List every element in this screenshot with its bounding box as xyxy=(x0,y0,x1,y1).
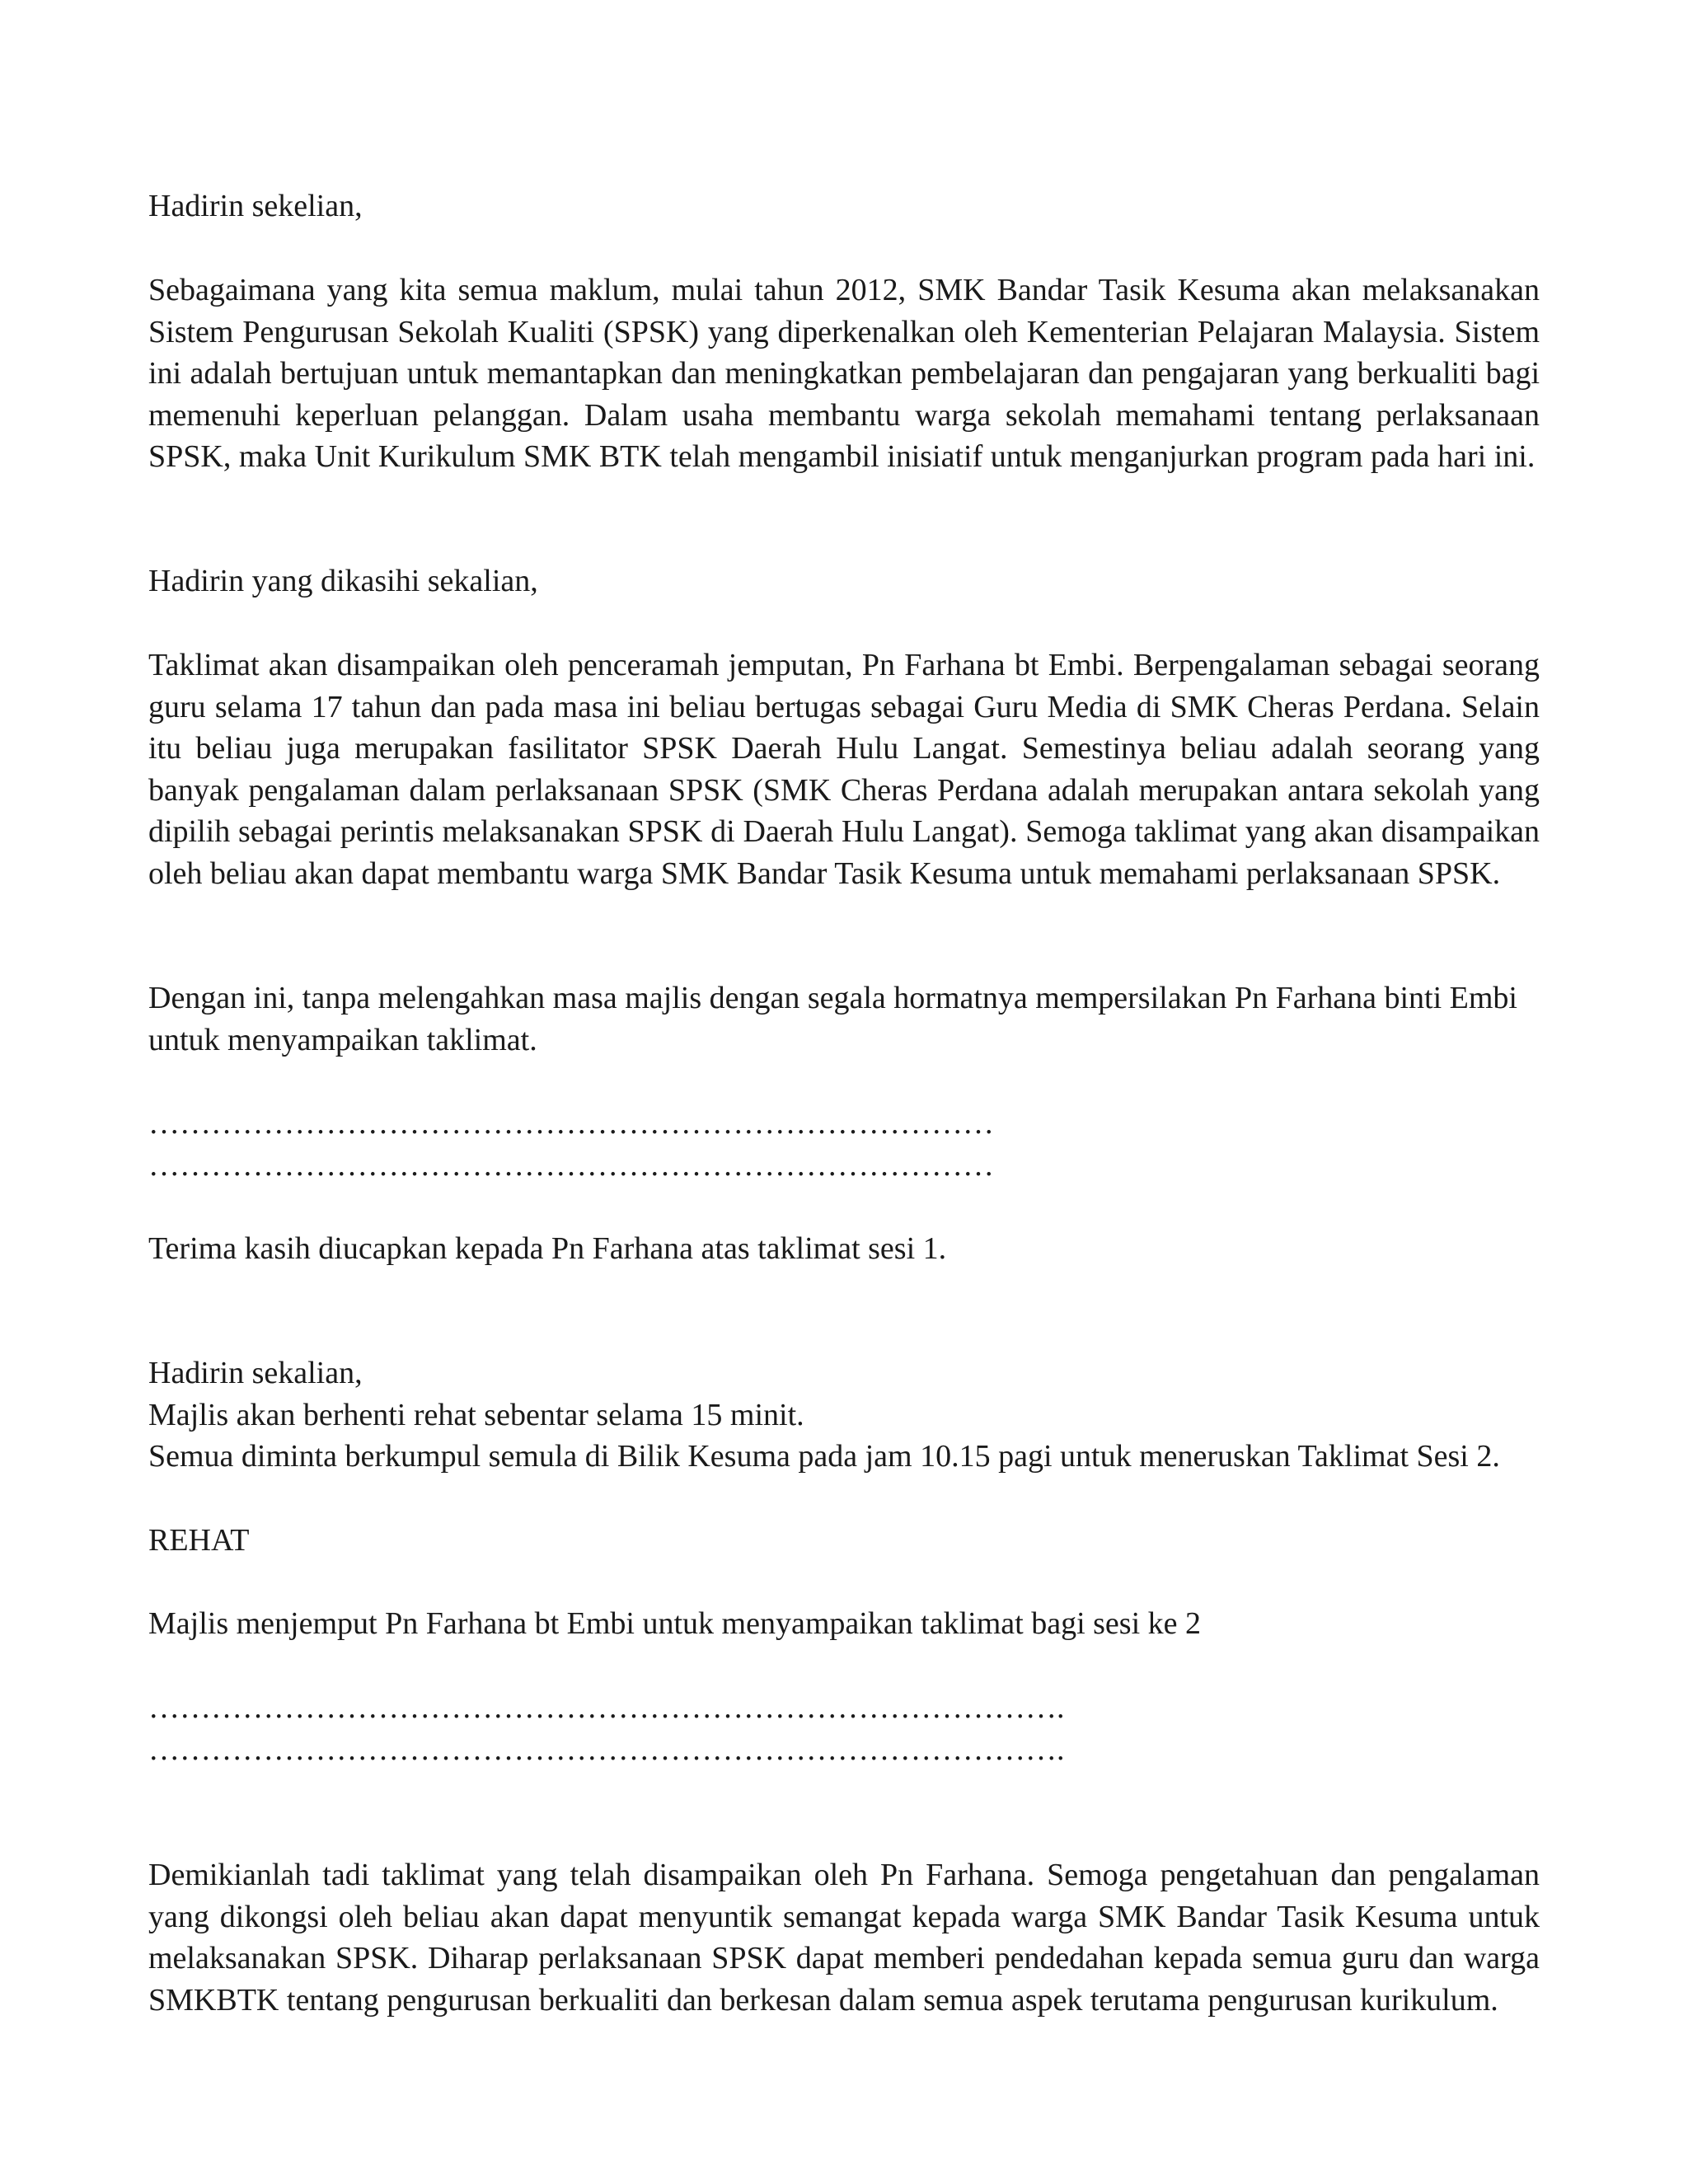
greeting-hadirin-dikasihi: Hadirin yang dikasihi sekalian, xyxy=(148,564,538,598)
dotted-line: ……………………………………………………………………………. xyxy=(148,1732,1065,1767)
dotted-line: ……………………………………………………………………………. xyxy=(148,1690,1065,1725)
greeting-hadirin-sekelian: Hadirin sekelian, xyxy=(148,189,363,223)
thanks-session-1: Terima kasih diucapkan kepada Pn Farhana atas taklimat sesi 1. xyxy=(148,1231,947,1266)
dotted-line: ……………………………………………………………………… xyxy=(148,1106,994,1141)
dotted-line: ……………………………………………………………………… xyxy=(148,1147,994,1183)
paragraph-introduction: Sebagaimana yang kita semua maklum, mulai tahun 2012, SMK Bandar Tasik Kesuma akan melaksanakan Sistem Pengurusan Sekolah Kualiti (SPSK) yang diperkenalkan oleh Kementerian Pelajaran Malaysia. Sistem ini adalah bertujuan untuk memantapkan dan meningkatkan pembelajaran dan pengajaran yang berkualiti bagi memenuhi keperluan pelanggan. Dalam usaha membantu warga sekolah memahami tentang perlaksanaan SPSK, maka Unit Kurikulum SMK BTK telah mengambil inisiatif untuk menganjurkan program pada hari ini. xyxy=(148,273,1540,474)
closing-paragraph: Demikianlah tadi taklimat yang telah disampaikan oleh Pn Farhana. Semoga pengetahuan dan pengalaman yang dikongsi oleh beliau akan dapat menyuntik semangat kepada warga SMK Bandar Tasik Kesuma untuk melaksanakan SPSK. Diharap perlaksanaan SPSK dapat memberi pendedahan kepada semua guru dan warga SMKBTK tentang pengurusan berkualiti dan berkesan dalam semua aspek terutama pengurusan kurikulum. xyxy=(148,1858,1540,2018)
paragraph-invitation: Dengan ini, tanpa melengahkan masa majlis dengan segala hormatnya mempersilakan Pn Farhana binti Embi untuk menyampaikan taklimat. xyxy=(148,981,1517,1057)
greeting-hadirin-sekalian: Hadirin sekalian, xyxy=(148,1356,363,1390)
dotted-placeholder-session-2 xyxy=(148,1687,1540,1770)
break-announcement xyxy=(148,1352,1540,1478)
rehat-heading: REHAT xyxy=(148,1523,250,1558)
invite-session-2: Majlis menjemput Pn Farhana bt Embi untuk menyampaikan taklimat bagi sesi ke 2 xyxy=(148,1606,1201,1641)
dotted-placeholder-session-1 xyxy=(148,1103,1540,1186)
paragraph-speaker-introduction: Taklimat akan disampaikan oleh penceramah jemputan, Pn Farhana bt Embi. Berpengalaman sebagai seorang guru selama 17 tahun dan pada masa ini beliau bertugas sebagai Guru Media di SMK Cheras Perdana. Selain itu beliau juga merupakan fasilitator SPSK Daerah Hulu Langat. Semestinya beliau adalah seorang yang banyak pengalaman dalam perlaksanaan SPSK (SMK Cheras Perdana adalah merupakan antara sekolah yang dipilih sebagai perintis melaksanakan SPSK di Daerah Hulu Langat). Semoga taklimat yang akan disampaikan oleh beliau akan dapat membantu warga SMK Bandar Tasik Kesuma untuk memahami perlaksanaan SPSK. xyxy=(148,648,1540,891)
break-duration-line: Majlis akan berhenti rehat sebentar selama 15 minit. xyxy=(148,1397,804,1432)
reassemble-line: Semua diminta berkumpul semula di Bilik Kesuma pada jam 10.15 pagi untuk meneruskan Taklimat Sesi 2. xyxy=(148,1439,1500,1474)
